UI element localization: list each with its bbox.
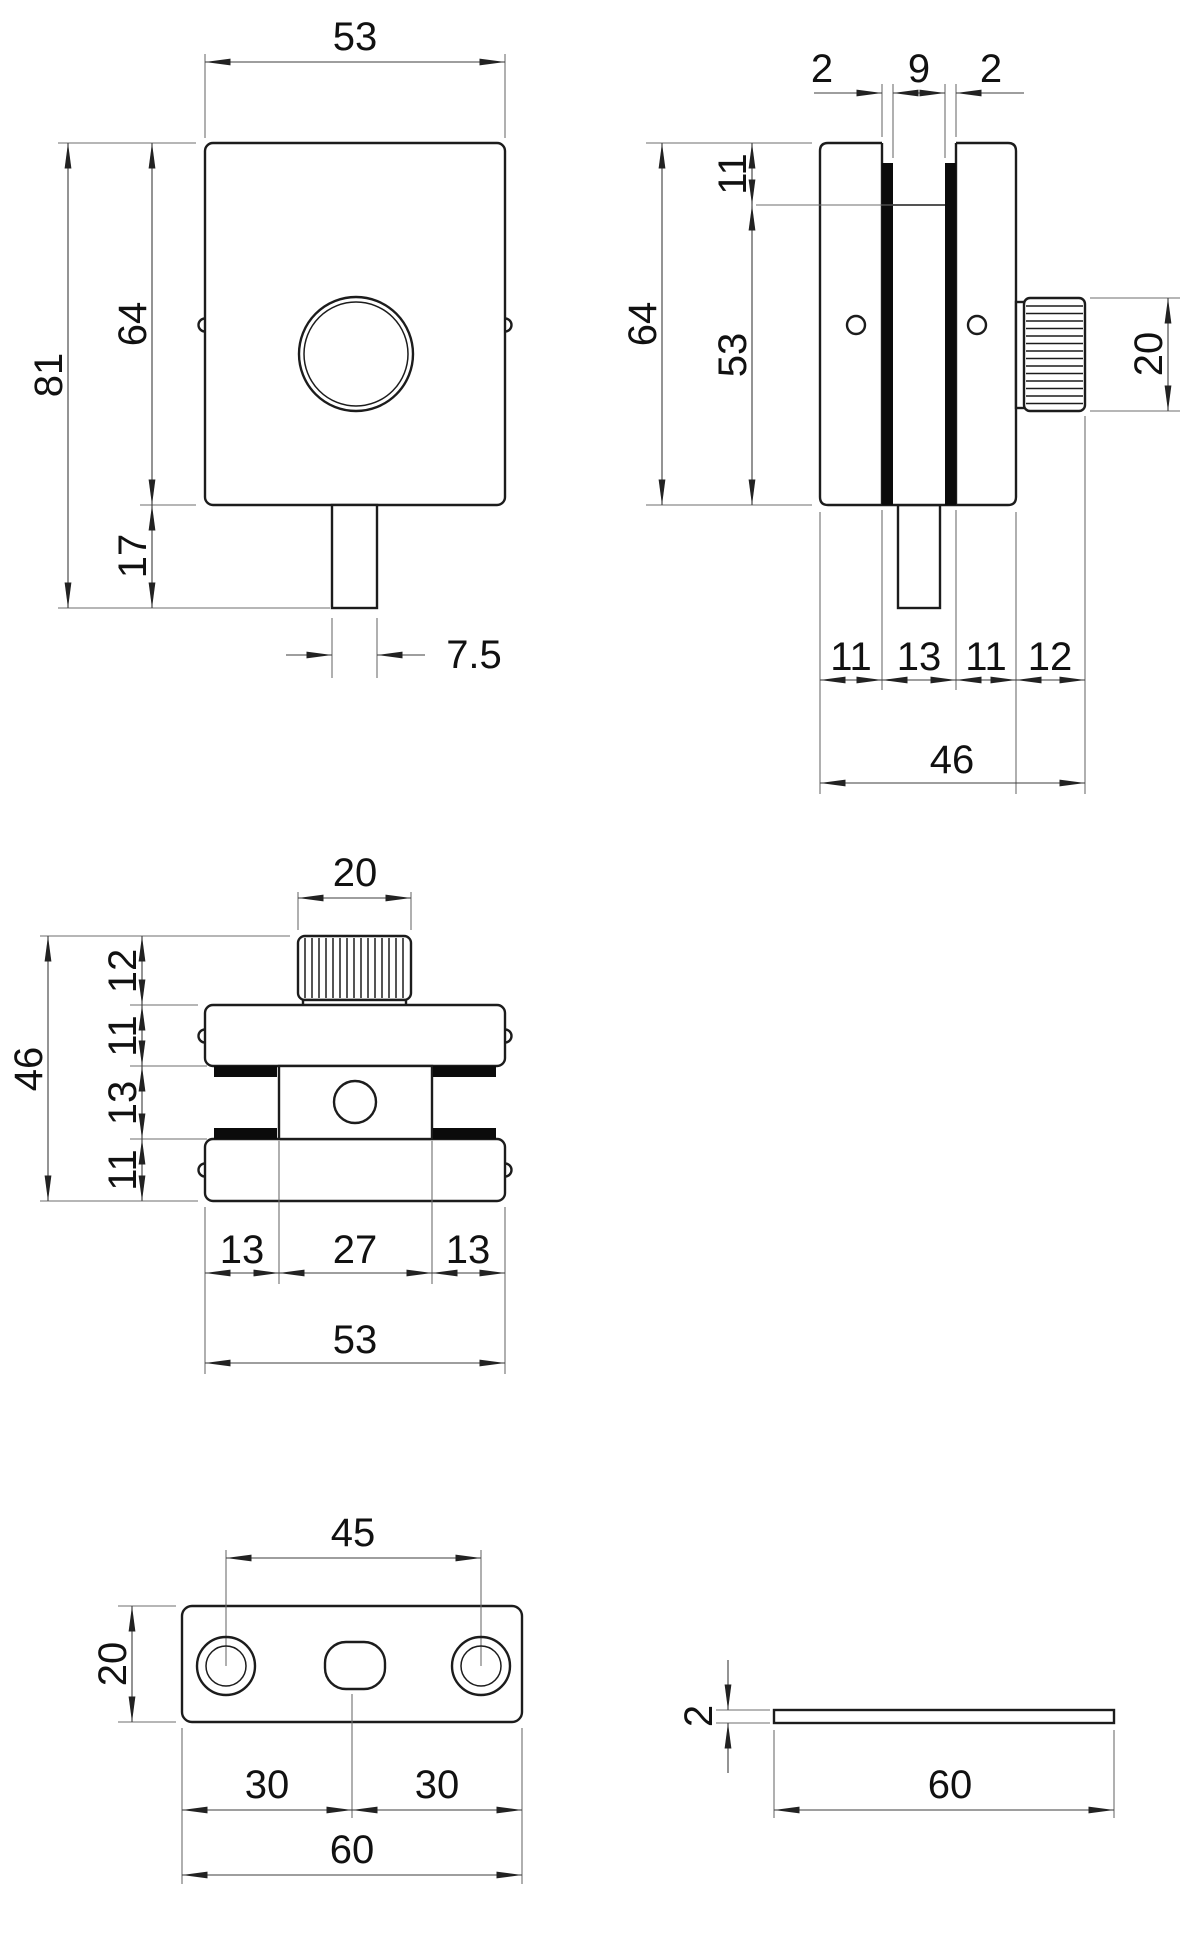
front-view <box>27 15 512 678</box>
dim-side-seg2-label: 13 <box>896 635 942 679</box>
dim-front-width-label: 53 <box>332 15 378 59</box>
top-center-block <box>279 1066 432 1139</box>
front-body-outline <box>205 143 505 505</box>
dim-top-total-depth-label: 46 <box>7 1046 51 1092</box>
side-view <box>621 47 1180 794</box>
dim-top-knob-width-label: 20 <box>332 851 378 895</box>
dim-side-body-height-label: 64 <box>621 301 665 347</box>
cover-plate-view <box>677 1660 1114 1818</box>
dim-top-gap-label: 13 <box>101 1080 145 1126</box>
dim-top-knob-depth-label: 12 <box>101 948 145 994</box>
dim-side-inner-height-label: 53 <box>711 332 755 378</box>
side-bolt-stem <box>898 505 940 608</box>
top-plate-upper <box>205 1005 505 1066</box>
dim-cover-width-label: 60 <box>927 1763 973 1807</box>
dim-strike-left-half-label: 30 <box>244 1763 290 1807</box>
cover-extension-lines <box>716 1710 1114 1818</box>
top-gasket-upper-right <box>433 1066 496 1077</box>
dim-side-total-width-label: 46 <box>929 738 975 782</box>
side-screw-hole-right <box>968 316 986 334</box>
dim-side-gasket-left-label: 2 <box>810 47 834 91</box>
top-view <box>7 851 512 1374</box>
top-gasket-upper-left <box>214 1066 277 1077</box>
dim-top-center-label: 27 <box>332 1228 378 1272</box>
top-knob-knurling <box>305 938 403 998</box>
dim-top-left-label: 13 <box>219 1228 265 1272</box>
dim-strike-height-label: 20 <box>91 1641 135 1687</box>
dim-strike-width-label: 60 <box>329 1828 375 1872</box>
dim-side-channel-label: 9 <box>907 47 931 91</box>
dim-top-right-label: 13 <box>445 1228 491 1272</box>
side-gasket-right <box>945 163 956 505</box>
dim-side-seg4-label: 12 <box>1027 635 1073 679</box>
cover-dimension-lines <box>728 1660 1114 1810</box>
dim-side-slot-depth-label: 11 <box>711 153 755 195</box>
dim-strike-hole-spacing-label: 45 <box>330 1511 376 1555</box>
dim-side-seg1-label: 11 <box>830 635 872 679</box>
top-gasket-lower-left <box>214 1128 277 1139</box>
cover-plate-outline <box>774 1710 1114 1723</box>
dim-top-plate2-label: 11 <box>101 1149 145 1191</box>
strike-plate-view <box>91 1511 522 1884</box>
dim-front-total-height-label: 81 <box>27 352 71 398</box>
side-screw-hole-left <box>847 316 865 334</box>
dim-front-body-height-label: 64 <box>111 301 155 347</box>
dim-front-stem-height-label: 17 <box>111 533 155 579</box>
side-knob <box>1024 298 1085 411</box>
dim-side-knob-height-label: 20 <box>1127 331 1171 377</box>
dim-top-width-label: 53 <box>332 1318 378 1362</box>
dim-strike-right-half-label: 30 <box>414 1763 460 1807</box>
top-plate-lower <box>205 1139 505 1201</box>
front-bolt-stem <box>332 505 377 608</box>
dim-side-seg3-label: 11 <box>965 635 1007 679</box>
dim-cover-thickness-label: 2 <box>677 1704 721 1728</box>
dim-front-stem-width-label: 7.5 <box>446 633 502 677</box>
dim-top-plate1-label: 11 <box>101 1015 145 1057</box>
dim-side-gasket-right-label: 2 <box>979 47 1003 91</box>
top-gasket-lower-right <box>433 1128 496 1139</box>
side-gasket-left <box>882 163 893 505</box>
